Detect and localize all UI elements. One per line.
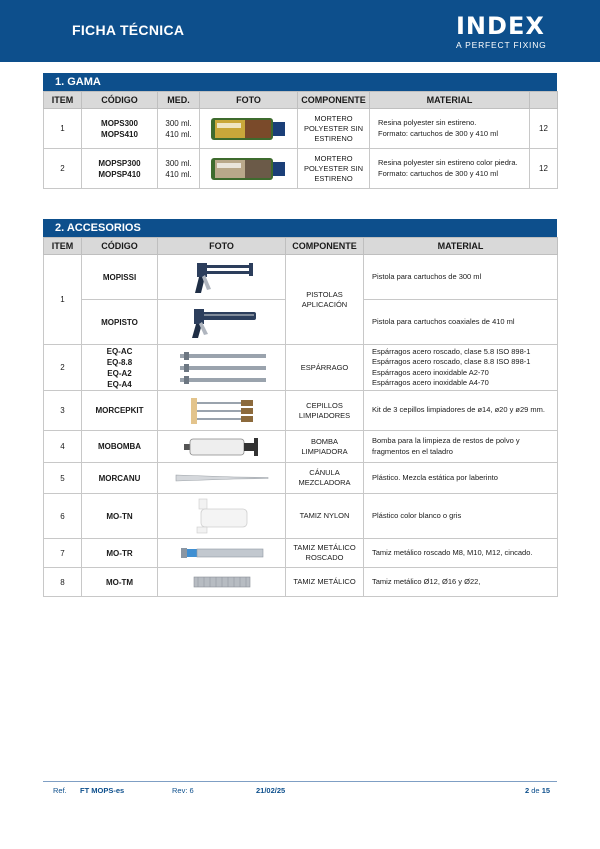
product-code: MOPISTO xyxy=(82,300,158,345)
col-foto: FOTO xyxy=(200,92,298,109)
material: Pistola para cartuchos coaxiales de 410 ml xyxy=(364,300,558,345)
item-number: 6 xyxy=(44,494,82,539)
measure xyxy=(158,109,200,149)
logo-tagline: A PERFECT FIXING xyxy=(456,40,547,50)
footer-revision: Rev: 6 xyxy=(172,786,194,795)
table-row xyxy=(44,109,558,149)
component-line: ESTIRENO xyxy=(314,133,353,143)
component-line: CEPILLOS xyxy=(306,400,343,410)
gama-section-title: 1. GAMA xyxy=(43,73,557,91)
page-current: 2 xyxy=(525,786,530,795)
threaded-sleeve-icon xyxy=(177,544,267,562)
gama-header-row xyxy=(44,92,558,109)
threaded-sleeve-photo xyxy=(158,539,286,568)
coaxial-gun-icon xyxy=(184,304,260,340)
cartridge-image xyxy=(209,114,289,144)
component: ESPÁRRAGO xyxy=(286,345,364,391)
product-code: MORCEPKIT xyxy=(82,391,158,431)
material: Tamiz metálico Ø12, Ø16 y Ø22, xyxy=(364,568,558,597)
code-line: MOPS300 xyxy=(101,118,138,128)
footer-divider xyxy=(43,781,557,782)
component-line: MORTERO xyxy=(314,113,353,123)
quantity: 12 xyxy=(530,149,558,189)
table-row xyxy=(44,539,558,568)
logo-brand: INDEX xyxy=(456,12,545,40)
footer-page xyxy=(525,786,550,795)
table-row xyxy=(44,149,558,189)
page-header xyxy=(0,0,600,62)
material: Plástico color blanco o gris xyxy=(364,494,558,539)
product-code xyxy=(82,149,158,189)
material-line: Resina polyester sin estireno color piedra. xyxy=(378,158,518,167)
material-line: Formato: cartuchos de 300 y 410 ml xyxy=(378,168,499,178)
product-code: MORCANU xyxy=(82,463,158,494)
table-row xyxy=(44,255,558,300)
footer-ref-value: FT MOPS-es xyxy=(80,786,125,795)
measure-line: 410 ml. xyxy=(165,169,192,179)
page-total: 15 xyxy=(541,786,551,795)
brush-photo xyxy=(158,391,286,431)
accesorios-section xyxy=(43,219,557,597)
col-foto: FOTO xyxy=(158,238,286,255)
component-line: LIMPIADORA xyxy=(301,446,348,456)
material-line: Formato: cartuchos de 300 y 410 ml xyxy=(378,128,499,138)
code-line: MOPSP300 xyxy=(98,158,141,168)
measure-line: 300 ml. xyxy=(165,118,192,128)
item-number: 4 xyxy=(44,431,82,463)
component-line: BOMBA xyxy=(310,436,339,446)
table-row xyxy=(44,431,558,463)
component-line: POLYESTER SIN xyxy=(303,123,364,133)
cartridge-photo xyxy=(200,109,298,149)
code-line: EQ-8.8 xyxy=(106,357,133,367)
material: Kit de 3 cepillos limpiadores de ø14, ø20 y ø29 mm. xyxy=(364,391,558,431)
accesorios-section-title: 2. ACCESORIOS xyxy=(43,219,557,237)
threaded-rod-photo xyxy=(158,345,286,391)
blower-pump-icon xyxy=(182,434,262,460)
nylon-sleeve-photo xyxy=(158,494,286,539)
metal-mesh-icon xyxy=(192,575,252,589)
product-code xyxy=(82,345,158,391)
col-material: MATERIAL xyxy=(364,238,558,255)
col-material: MATERIAL xyxy=(370,92,530,109)
cleaning-brush-icon xyxy=(187,394,257,428)
col-item: ITEM xyxy=(44,238,82,255)
gama-table xyxy=(43,91,558,189)
page-separator: de xyxy=(531,786,540,795)
col-codigo: CÓDIGO xyxy=(82,92,158,109)
item-number: 2 xyxy=(44,345,82,391)
material-line: Espárragos acero roscado, clase 8.8 ISO 898-1 xyxy=(372,357,531,366)
product-code: MO-TN xyxy=(82,494,158,539)
footer-date: 21/02/25 xyxy=(256,786,286,795)
table-row xyxy=(44,345,558,391)
item-number: 8 xyxy=(44,568,82,597)
col-item: ITEM xyxy=(44,92,82,109)
page-title: FICHA TÉCNICA xyxy=(72,22,185,38)
item-number: 1 xyxy=(44,109,82,149)
component xyxy=(286,431,364,463)
item-number: 2 xyxy=(44,149,82,189)
quantity: 12 xyxy=(530,109,558,149)
material-line: Espárragos acero inoxidable A2-70 xyxy=(372,367,489,377)
code-line: MOPSP410 xyxy=(98,169,141,179)
cartridge-image xyxy=(209,154,289,184)
code-line: EQ-A4 xyxy=(107,379,132,389)
caulking-gun-icon xyxy=(187,259,257,295)
component-line: POLYESTER SIN xyxy=(303,163,364,173)
product-code xyxy=(82,109,158,149)
table-row xyxy=(44,391,558,431)
mixing-nozzle-icon xyxy=(174,472,270,484)
gun-photo xyxy=(158,300,286,345)
accesorios-header-row xyxy=(44,238,558,255)
item-number: 1 xyxy=(44,255,82,345)
component xyxy=(286,463,364,494)
col-codigo: CÓDIGO xyxy=(82,238,158,255)
component xyxy=(286,255,364,345)
table-row xyxy=(44,463,558,494)
col-qty xyxy=(530,92,558,109)
component-line: ROSCADO xyxy=(305,553,344,562)
component-line: CÁNULA xyxy=(309,468,340,477)
item-number: 3 xyxy=(44,391,82,431)
component-line: MEZCLADORA xyxy=(298,478,351,487)
material: Plástico. Mezcla estática por laberinto xyxy=(364,463,558,494)
table-row xyxy=(44,494,558,539)
code-line: MOPS410 xyxy=(101,129,138,139)
material xyxy=(370,149,530,189)
nylon-sleeve-icon xyxy=(187,497,257,535)
material xyxy=(370,109,530,149)
product-code: MOPISSI xyxy=(82,255,158,300)
material xyxy=(364,345,558,391)
material: Pistola para cartuchos de 300 ml xyxy=(364,255,558,300)
item-number: 5 xyxy=(44,463,82,494)
accesorios-table xyxy=(43,237,558,597)
product-code: MO-TM xyxy=(82,568,158,597)
component-line: ESTIRENO xyxy=(314,173,353,183)
measure-line: 410 ml. xyxy=(165,129,192,139)
component: TAMIZ METÁLICO xyxy=(286,568,364,597)
component-line: LIMPIADORES xyxy=(298,410,351,420)
component xyxy=(298,109,370,149)
code-line: EQ-A2 xyxy=(107,368,132,378)
material-line: Bomba para la limpieza de restos de polvo y xyxy=(372,436,520,445)
component-line: MORTERO xyxy=(314,153,353,163)
material-line: fragmentos en el taladro xyxy=(372,446,453,456)
product-code: MO-TR xyxy=(82,539,158,568)
material-line: Espárragos acero roscado, clase 5.8 ISO 898-1 xyxy=(372,346,531,356)
cartridge-photo xyxy=(200,149,298,189)
col-componente: COMPONENTE xyxy=(298,92,370,109)
product-code: MOBOMBA xyxy=(82,431,158,463)
component xyxy=(286,539,364,568)
item-number: 7 xyxy=(44,539,82,568)
component-line: PISTOLAS xyxy=(306,289,343,299)
material: Tamiz metálico roscado M8, M10, M12, cincado. xyxy=(364,539,558,568)
gama-section xyxy=(43,73,557,189)
material xyxy=(364,431,558,463)
measure-line: 300 ml. xyxy=(165,158,192,168)
component xyxy=(298,149,370,189)
gun-photo xyxy=(158,255,286,300)
material-line: Resina polyester sin estireno. xyxy=(378,118,477,127)
component-line: TAMIZ METÁLICO xyxy=(293,543,356,552)
material-line: Espárragos acero inoxidable A4-70 xyxy=(372,378,489,387)
col-med: MED. xyxy=(158,92,200,109)
pump-photo xyxy=(158,431,286,463)
nozzle-photo xyxy=(158,463,286,494)
component xyxy=(286,391,364,431)
brand-logo xyxy=(456,14,562,50)
component: TAMIZ NYLON xyxy=(286,494,364,539)
component-line: APLICACIÓN xyxy=(301,299,348,309)
col-componente: COMPONENTE xyxy=(286,238,364,255)
footer-ref-label: Ref. xyxy=(53,786,67,795)
measure xyxy=(158,149,200,189)
threaded-rod-icon xyxy=(174,348,270,388)
metal-mesh-photo xyxy=(158,568,286,597)
code-line: EQ-AC xyxy=(106,346,133,356)
table-row xyxy=(44,568,558,597)
